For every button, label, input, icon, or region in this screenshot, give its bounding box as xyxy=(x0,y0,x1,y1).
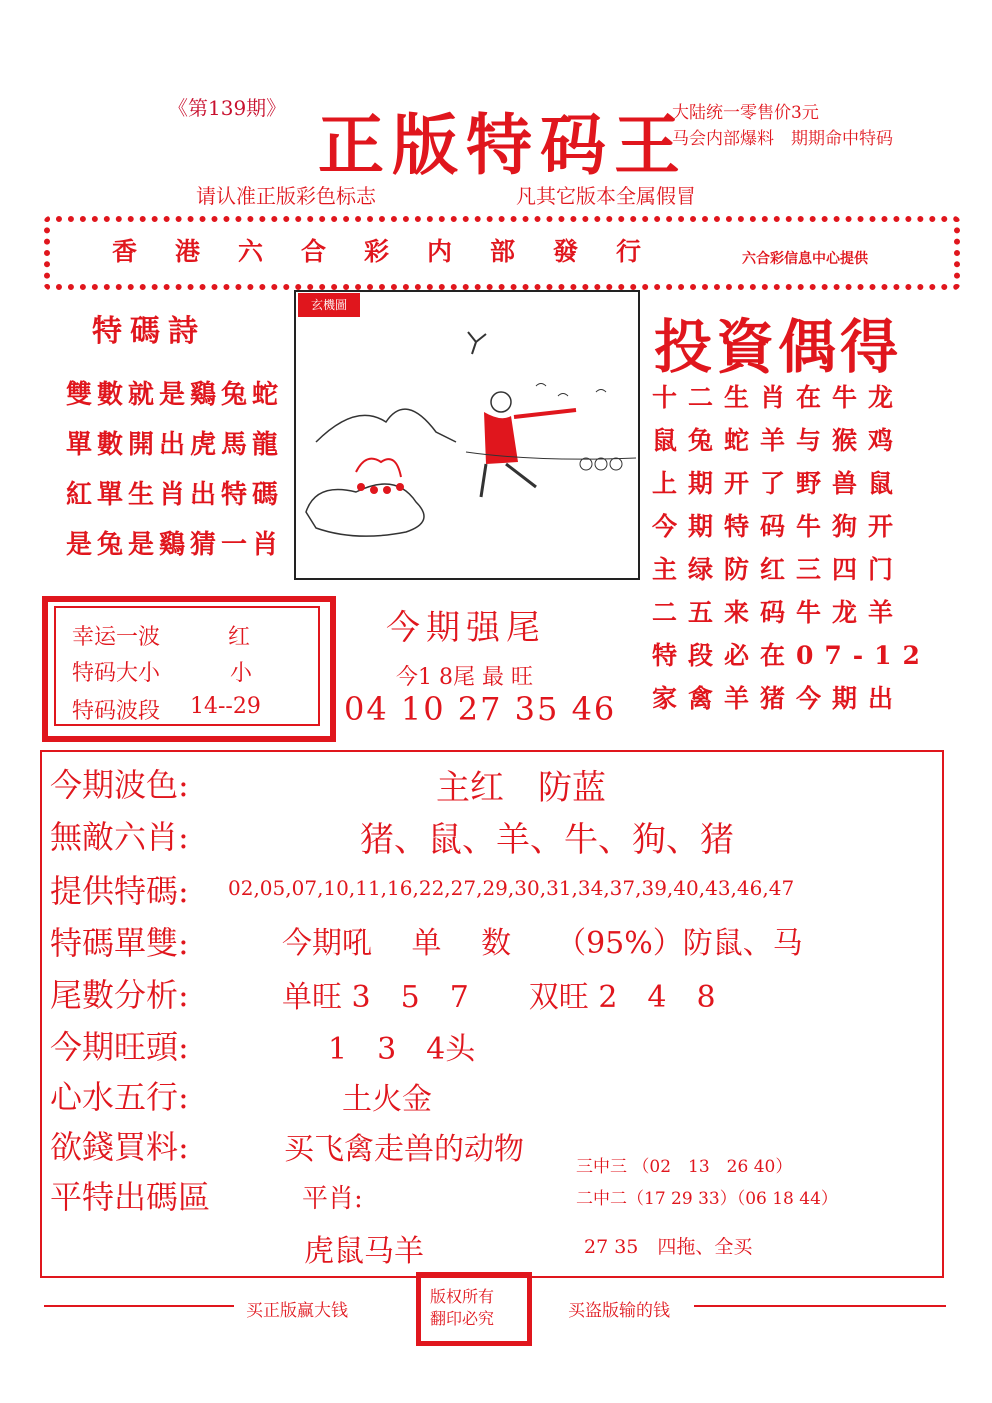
invest-line: 主绿防红三四门 xyxy=(652,555,905,584)
footer-right-slogan: 买盗版输的钱 xyxy=(568,1301,670,1321)
banner-title: 香港六合彩内部發行 xyxy=(112,237,680,266)
head-label: 今期旺頭: xyxy=(50,1028,189,1066)
element-value: 土火金 xyxy=(342,1082,432,1117)
poem-title: 特碼詩 xyxy=(92,314,206,349)
authentic-notice: 请认准正版彩色标志 xyxy=(196,184,376,208)
invest-line: 特段必在07-12 xyxy=(652,641,931,670)
invest-line: 今期特码牛狗开 xyxy=(652,512,905,541)
tail-analysis-value: 单旺 3 5 7 双旺 2 4 8 xyxy=(282,980,716,1015)
fake-notice: 凡其它版本全属假冒 xyxy=(516,184,696,208)
odd-even-label: 特碼單雙: xyxy=(50,924,189,962)
strong-tail-subtitle: 今1 8尾 最 旺 xyxy=(396,665,533,690)
combo-three: 三中三 （02 13 26 40） xyxy=(576,1157,793,1177)
invest-line: 二五来码牛龙羊 xyxy=(652,598,905,627)
invest-title: 投資偶得 xyxy=(654,313,903,381)
combo-two: 二中二（17 29 33）（06 18 44） xyxy=(576,1189,838,1209)
luck-wave-label: 幸运一波 xyxy=(72,625,161,650)
invest-line: 鼠兔蛇羊与猴鸡 xyxy=(652,426,905,455)
invest-line: 十二生肖在牛龙 xyxy=(652,383,905,412)
luck-range-label: 特码波段 xyxy=(72,699,161,724)
banner-provider: 六合彩信息中心提供 xyxy=(742,251,868,267)
strong-tail-title: 今期强尾 xyxy=(386,608,546,648)
odd-even-value: 今期吼 单 数 （95%）防鼠、马 xyxy=(282,926,803,961)
buy-value: 买飞禽走兽的动物 xyxy=(284,1132,524,1167)
luck-range-value: 14--29 xyxy=(190,694,261,719)
strong-tail-numbers: 04 10 27 35 46 xyxy=(344,690,617,728)
special-code-value: 02,05,07,10,11,16,22,27,29,30,31,34,37,39,40,43,46,47 xyxy=(228,876,795,900)
riddle-illustration xyxy=(296,292,638,578)
poem-line: 紅單生肖出特碼 xyxy=(66,480,284,510)
wave-label: 今期波色: xyxy=(50,766,189,804)
luck-size-value: 小 xyxy=(230,661,253,686)
flat-label: 平特出碼區 xyxy=(50,1178,211,1216)
combo-drag: 27 35 四拖、全买 xyxy=(584,1236,753,1258)
invest-line: 家禽羊猪今期出 xyxy=(652,684,905,713)
copyright-line2: 翻印必究 xyxy=(430,1309,495,1328)
poem-line: 雙數就是鷄兔蛇 xyxy=(66,380,284,410)
brand-title: 正版特码王 xyxy=(318,106,688,184)
footer-rule-right xyxy=(694,1305,946,1307)
copyright-line1: 版权所有 xyxy=(430,1287,495,1306)
footer-left-slogan: 买正版赢大钱 xyxy=(246,1301,348,1321)
wave-value: 主红 防蓝 xyxy=(436,768,606,808)
issue-number: 《第139期》 xyxy=(168,96,287,120)
riddle-picture xyxy=(294,290,640,580)
luck-size-label: 特码大小 xyxy=(72,661,161,686)
element-label: 心水五行: xyxy=(50,1078,189,1116)
special-code-label: 提供特碼: xyxy=(50,872,189,910)
flat-value: 虎鼠马羊 xyxy=(304,1234,424,1269)
slogan-note: 马会内部爆料 期期命中特码 xyxy=(672,129,893,149)
six-zodiac-label: 無敵六肖: xyxy=(50,818,189,856)
poem-line: 單數開出虎馬龍 xyxy=(66,430,284,460)
luck-wave-value: 红 xyxy=(228,625,251,650)
head-value: 1 3 4头 xyxy=(328,1032,476,1067)
tail-analysis-label: 尾數分析: xyxy=(50,976,189,1014)
invest-line: 上期开了野兽鼠 xyxy=(652,469,905,498)
buy-label: 欲錢買料: xyxy=(50,1128,189,1166)
footer-rule-left xyxy=(44,1305,234,1307)
poem-line: 是兔是鷄猜一肖 xyxy=(66,530,284,560)
picture-tag: 玄機圖 xyxy=(298,293,360,317)
price-note: 大陆统一零售价3元 xyxy=(672,103,819,123)
flat-sub-label: 平肖: xyxy=(302,1184,363,1214)
six-zodiac-value: 猪、鼠、羊、牛、狗、猪 xyxy=(360,820,734,860)
